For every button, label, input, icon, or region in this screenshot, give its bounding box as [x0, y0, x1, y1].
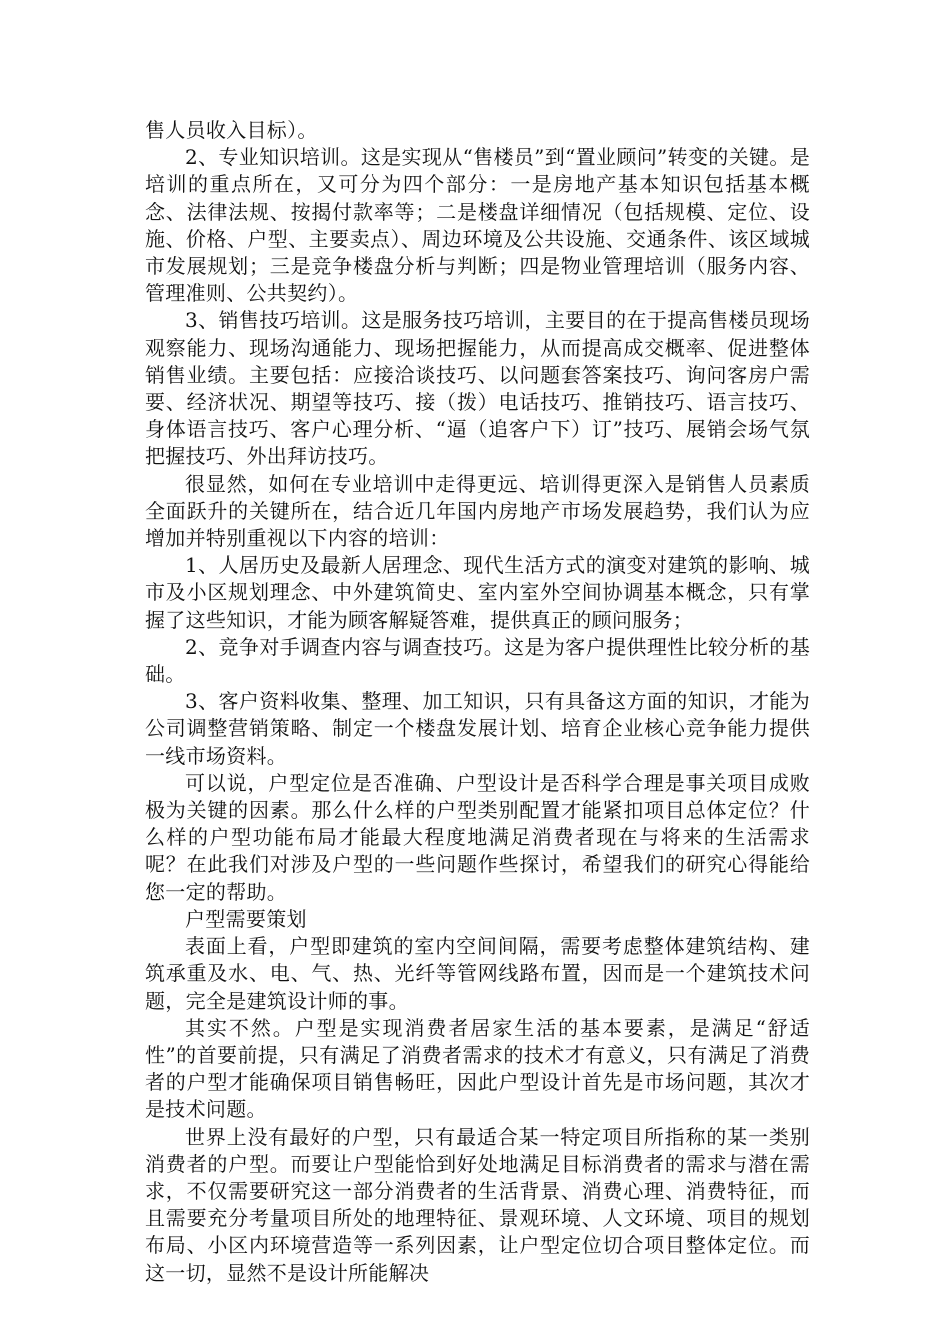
paragraph-training-emphasis: 很显然，如何在专业培训中走得更远、培训得更深入是销售人员素质全面跃升的关键所在，结合近几年国内房地产市场发展趋势，我们认为应增加并特别重视以下内容的培训： — [145, 471, 810, 551]
paragraph-item-2: 2、竞争对手调查内容与调查技巧。这是为客户提供理性比较分析的基础。 — [145, 634, 810, 687]
paragraph-surface: 表面上看，户型即建筑的室内空间间隔，需要考虑整体建筑结构、建筑承重及水、电、气、热、光纤等管网线路布置，因而是一个建筑技术问题，完全是建筑设计师的事。 — [145, 934, 810, 1013]
paragraph-no-best-unit: 世界上没有最好的户型，只有最适合某一特定项目所指称的某一类别消费者的户型。而要让户型能恰到好处地满足目标消费者的需求与潜在需求，不仅需要研究这一部分消费者的生活背景、消费心理、消费特征，而且需要充分考量项目所处的地理特征、景观环境、人文环境、项目的规划布局、小区内环境营造等一系列因素，让户型定位切合项目整体定位。而这一切，显然不是设计所能解决 — [145, 1124, 810, 1285]
paragraph-knowledge-training: 2、专业知识培训。这是实现从“售楼员”到“置业顾问”转变的关键。是培训的重点所在，又可分为四个部分：一是房地产基本知识包括基本概念、法律法规、按揭付款率等；二是楼盘详细情况（包括规模、定位、设施、价格、户型、主要卖点）、周边环境及公共设施、交通条件、该区域城市发展规划；三是竞争楼盘分析与判断；四是物业管理培训（服务内容、管理准则、公共契约）。 — [145, 145, 810, 306]
paragraph-sales-skills-training: 3、销售技巧培训。这是服务技巧培训，主要目的在于提高售楼员现场观察能力、现场沟通能力、现场把握能力，从而提高成交概率、促进整体销售业绩。主要包括：应接洽谈技巧、以问题套答案技巧、询问客房户需要、经济状况、期望等技巧、接（拨）电话技巧、推销技巧、语言技巧、身体语言技巧、客户心理分析、“逼（追客户下）订”技巧、展销会场气氛把握技巧、外出拜访技巧。 — [145, 308, 810, 469]
paragraph-item-1: 1、人居历史及最新人居理念、现代生活方式的演变对建筑的影响、城市及小区规划理念、中外建筑简史、室内室外空间协调基本概念，只有掌握了这些知识，才能为顾客解疑答难，提供真正的顾问服务； — [145, 553, 810, 632]
paragraph-unit-positioning: 可以说，户型定位是否准确、户型设计是否科学合理是事关项目成败极为关键的因素。那么什么样的户型类别配置才能紧扣项目总体定位？什么样的户型功能布局才能最大程度地满足消费者现在与将来的生活需求呢？在此我们对涉及户型的一些问题作些探讨，希望我们的研究心得能给您一定的帮助。 — [145, 770, 810, 904]
section-heading: 户型需要策划 — [185, 906, 307, 931]
paragraph-actually: 其实不然。户型是实现消费者居家生活的基本要素，是满足“舒适性”的首要前提，只有满足了消费者需求的技术才有意义，只有满足了消费者的户型才能确保项目销售畅旺，因此户型设计首先是市场问题，其次才是技术问题。 — [145, 1015, 810, 1122]
document-body — [145, 117, 810, 1287]
paragraph-item-3: 3、客户资料收集、整理、加工知识，只有具备这方面的知识，才能为公司调整营销策略、制定一个楼盘发展计划、培育企业核心竞争能力提供一线市场资料。 — [145, 689, 810, 768]
paragraph-continued: 售人员收入目标）。 — [145, 118, 318, 142]
